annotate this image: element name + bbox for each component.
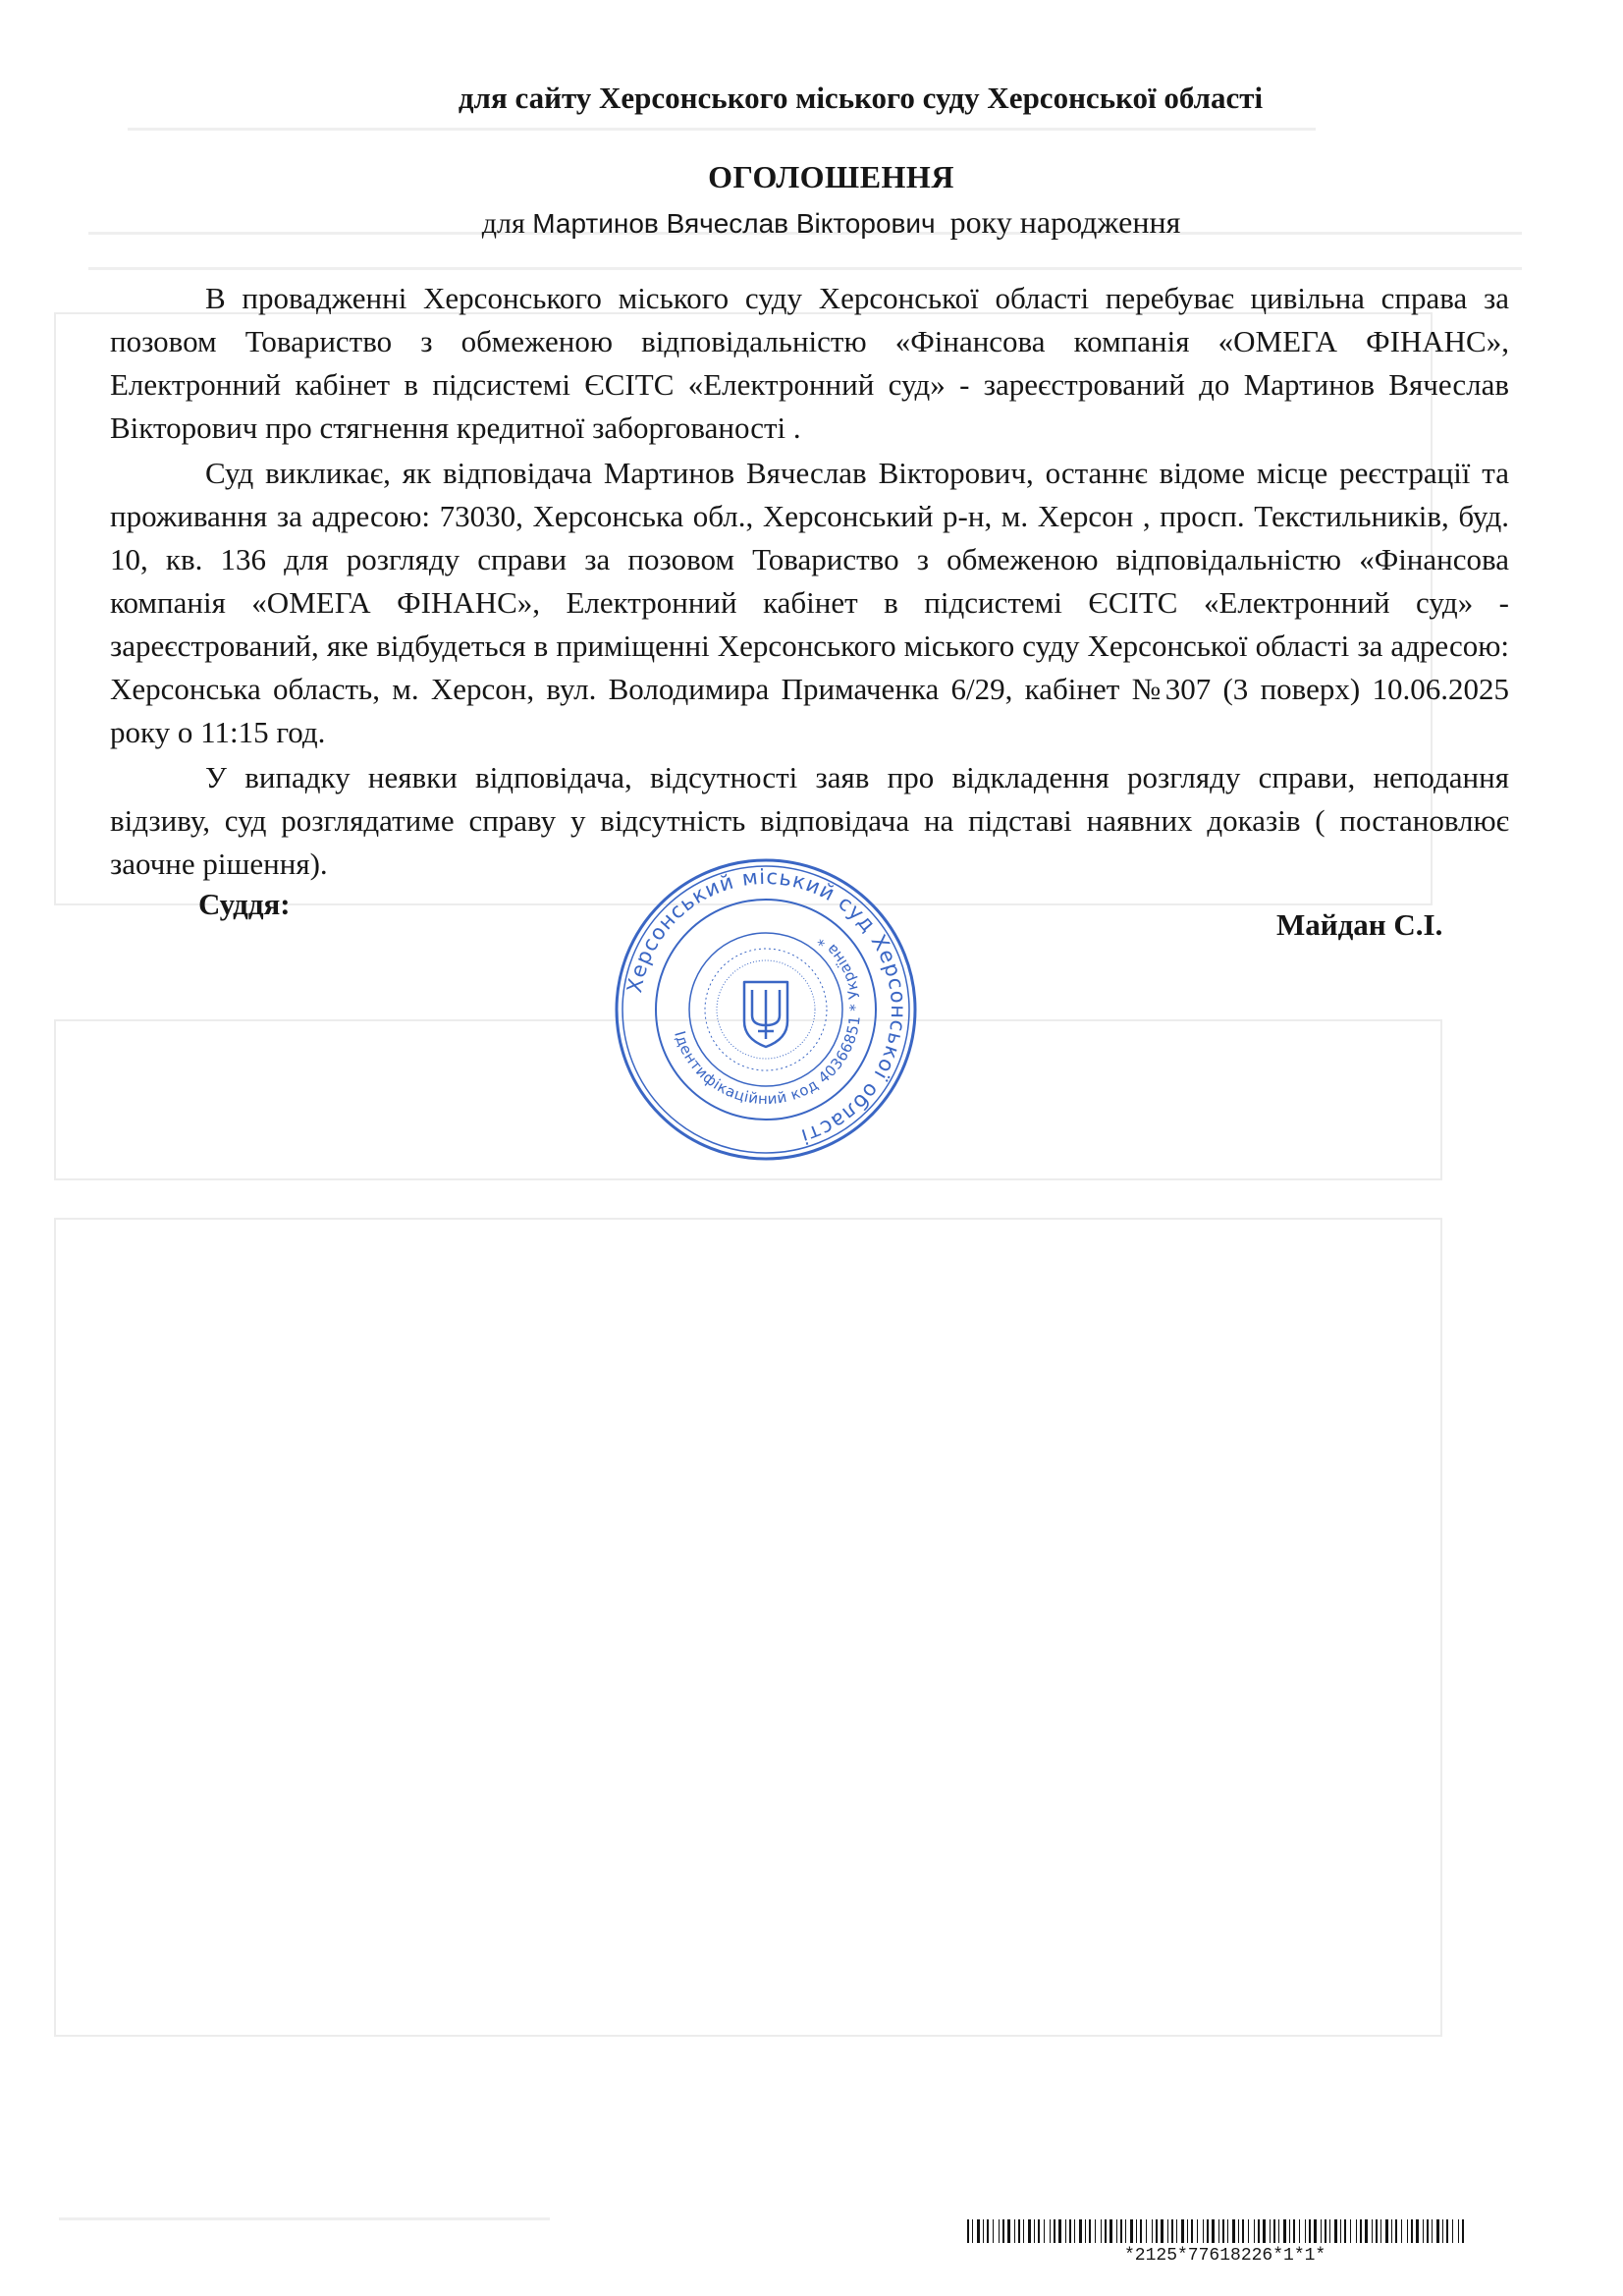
seal-outer-text: Херсонський міський суд Херсонської області <box>622 864 911 1149</box>
document-title: ОГОЛОШЕННЯ <box>708 159 954 194</box>
barcode-bar <box>1227 2219 1228 2243</box>
barcode-bar <box>1321 2219 1322 2243</box>
barcode-bar <box>1423 2219 1424 2243</box>
barcode-bar <box>1156 2219 1158 2243</box>
barcode-bar <box>1197 2219 1198 2243</box>
barcode-bar <box>1187 2219 1188 2243</box>
barcode-bar <box>977 2219 980 2243</box>
barcode-bar <box>1161 2219 1163 2243</box>
barcode-bar <box>1176 2219 1177 2243</box>
barcode-bar <box>1293 2219 1295 2243</box>
barcode-bar <box>1432 2219 1433 2243</box>
barcode-bar <box>1273 2219 1275 2243</box>
trident-emblem-icon <box>744 982 787 1047</box>
barcode-bar <box>1130 2219 1133 2243</box>
barcode-bar <box>1007 2219 1010 2243</box>
barcode-bar <box>1136 2219 1137 2243</box>
barcode-bar <box>1254 2219 1255 2243</box>
barcode-bar <box>1283 2219 1286 2243</box>
barcode-bar <box>1427 2219 1429 2243</box>
barcode-bar <box>1125 2219 1126 2243</box>
barcode-bar <box>1218 2219 1219 2243</box>
subtitle-person-name: Мартинов Вячеслав Вікторович <box>532 208 936 239</box>
barcode-bar <box>1095 2219 1096 2243</box>
barcode-bar <box>1442 2219 1443 2243</box>
barcode-bar <box>1344 2219 1346 2243</box>
barcode-bar <box>1101 2219 1102 2243</box>
barcode-bar <box>1105 2219 1107 2243</box>
barcode-bar <box>1314 2219 1317 2243</box>
barcode-bar <box>999 2219 1000 2243</box>
barcode-number: *2125*77618226*1*1* <box>1124 2246 1326 2266</box>
barcode-bar <box>1085 2219 1086 2243</box>
barcode-bar <box>1452 2219 1453 2243</box>
barcode-bar <box>1299 2219 1300 2243</box>
barcode-bar <box>1248 2219 1249 2243</box>
barcode-bar <box>967 2219 969 2243</box>
barcode-bar <box>1462 2219 1464 2243</box>
paragraph-case-description: В провадженні Херсонського міського суду Херсонської області перебуває цивільна справа за позовом Товариство з обмеженою відповідальністю «Фінансова компанія «ОМЕГА ФІНАНС», Електронний кабінет в підсистемі ЄСІТС «Електронний суд» - зареєстрований до Мартинов Вячеслав Вікторович про стягнення кредитної заборгованості . <box>110 281 1509 445</box>
barcode-bar <box>1407 2219 1408 2243</box>
barcode-bar <box>1350 2219 1351 2243</box>
seal-inner-text: Ідентифікаційний код 40366851 * Україна * <box>671 931 865 1109</box>
barcode-bar <box>972 2219 973 2243</box>
barcode-bar <box>1058 2219 1061 2243</box>
barcode-bar <box>1340 2219 1341 2243</box>
barcode-bar <box>1385 2219 1388 2243</box>
document-subtitle <box>0 204 1623 241</box>
document-barcode <box>967 2219 1470 2243</box>
paragraph-summons: Суд викликає, як відповідача Мартинов Вячеслав Вікторович, останнє відоме місце реєстрації та проживання за адресою: 73030, Херсонська обл., Херсонський р-н, м. Херсон , просп. Текстильників, буд. 10, кв. 136 для розгляду справи за позовом Товариство з обмеженою відповідальністю «Фінансова компанія «ОМЕГА ФІНАНС», Електронний кабінет в підсистемі ЄСІТС «Електронний суд» - зареєстрований, яке відбудеться в приміщенні Херсонського міського суду Херсонської області за адресою: Херсонська область, м. Херсон, вул. Володимира Примаченка 6/29, кабінет №307 (3 поверх) 10.06.2025 року о 11:15 год. <box>110 456 1509 749</box>
barcode-bar <box>1167 2219 1168 2243</box>
barcode-bar <box>1376 2219 1378 2243</box>
barcode-bar <box>987 2219 989 2243</box>
barcode-bar <box>1334 2219 1337 2243</box>
barcode-bar <box>1360 2219 1362 2243</box>
barcode-bar <box>1065 2219 1066 2243</box>
barcode-bar <box>1181 2219 1184 2243</box>
barcode-bar <box>1089 2219 1091 2243</box>
barcode-bar <box>1079 2219 1082 2243</box>
barcode-bar <box>1028 2219 1031 2243</box>
barcode-bar <box>1069 2219 1071 2243</box>
show-through-line <box>128 128 1316 131</box>
barcode-bar <box>1109 2219 1112 2243</box>
barcode-bar <box>1289 2219 1290 2243</box>
barcode-bar <box>1436 2219 1439 2243</box>
barcode-bar <box>1018 2219 1020 2243</box>
barcode-bar <box>993 2219 994 2243</box>
notice-body <box>110 277 1509 888</box>
barcode-bar <box>1411 2219 1413 2243</box>
barcode-bar <box>1263 2219 1266 2243</box>
barcode-bar <box>1372 2219 1373 2243</box>
barcode-bar <box>1116 2219 1117 2243</box>
barcode-bar <box>1238 2219 1239 2243</box>
barcode-bar <box>1038 2219 1040 2243</box>
barcode-bar <box>1380 2219 1381 2243</box>
barcode-bar <box>1212 2219 1215 2243</box>
judge-name: Майдан С.І. <box>1276 907 1443 942</box>
barcode-bar <box>1309 2219 1311 2243</box>
barcode-bar <box>1278 2219 1279 2243</box>
barcode-bar <box>1050 2219 1051 2243</box>
paragraph-absence-consequences: У випадку неявки відповідача, відсутності заяв про відкладення розгляду справи, неподання відзиву, суд розглядатиме справу у відсутність відповідача на підставі наявних доказів ( постановлює заочне рішення). <box>110 760 1509 881</box>
barcode-bar <box>1146 2219 1147 2243</box>
barcode-bar <box>1203 2219 1204 2243</box>
barcode-bar <box>1329 2219 1330 2243</box>
barcode-bar <box>983 2219 984 2243</box>
barcode-bar <box>1002 2219 1004 2243</box>
barcode-bar <box>1391 2219 1392 2243</box>
barcode-bar <box>1120 2219 1122 2243</box>
show-through-box-bottom <box>54 1218 1442 2037</box>
judge-label: Суддя: <box>198 887 291 921</box>
barcode-bar <box>1074 2219 1075 2243</box>
barcode-bar <box>1023 2219 1024 2243</box>
barcode-bar <box>1222 2219 1224 2243</box>
document-header: для сайту Херсонського міського суду Херсонської області <box>458 81 1264 115</box>
show-through-line <box>88 267 1522 270</box>
barcode-bar <box>1305 2219 1306 2243</box>
barcode-bar <box>1242 2219 1244 2243</box>
subtitle-suffix: року народження <box>949 204 1181 240</box>
barcode-bar <box>1140 2219 1142 2243</box>
barcode-bar <box>1325 2219 1326 2243</box>
barcode-bar <box>1034 2219 1035 2243</box>
barcode-bar <box>1054 2219 1055 2243</box>
barcode-bar <box>1044 2219 1045 2243</box>
barcode-bar <box>1356 2219 1357 2243</box>
barcode-bar <box>1232 2219 1235 2243</box>
barcode-bar <box>1270 2219 1271 2243</box>
barcode-bar <box>1207 2219 1209 2243</box>
barcode-bar <box>1365 2219 1368 2243</box>
barcode-bar <box>1395 2219 1397 2243</box>
barcode-bar <box>1191 2219 1193 2243</box>
subtitle-prefix: для <box>481 207 525 240</box>
court-seal <box>609 852 923 1167</box>
barcode-bar <box>1446 2219 1448 2243</box>
barcode-bar <box>1014 2219 1015 2243</box>
barcode-bar <box>1416 2219 1419 2243</box>
barcode-bar <box>1458 2219 1459 2243</box>
barcode-bar <box>1152 2219 1153 2243</box>
barcode-bar <box>1171 2219 1173 2243</box>
barcode-bar <box>1401 2219 1402 2243</box>
barcode-bar <box>1258 2219 1260 2243</box>
show-through-line <box>59 2217 550 2220</box>
